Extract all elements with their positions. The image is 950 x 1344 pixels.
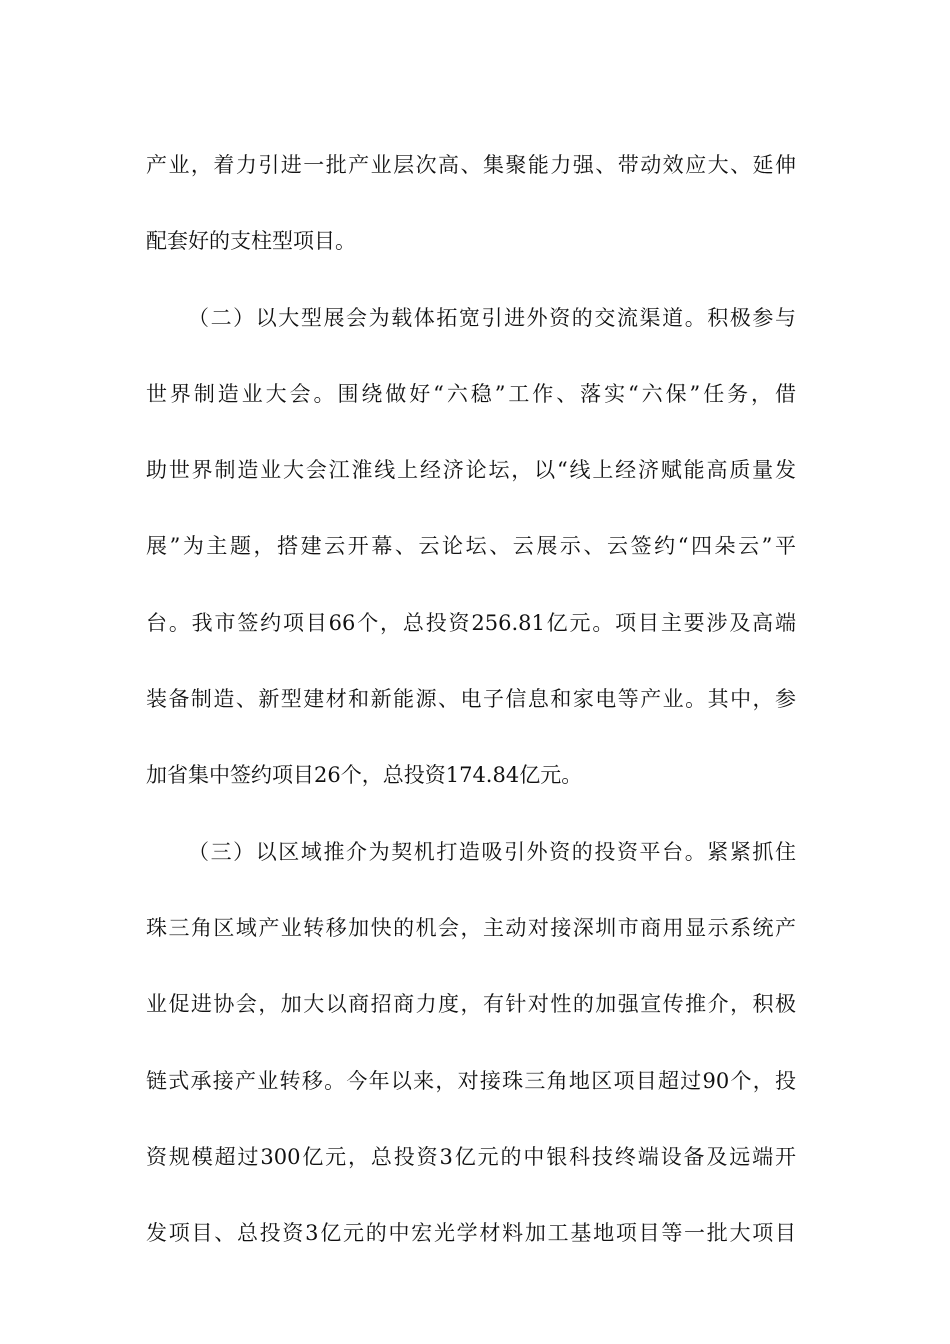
text-line: 世界制造业大会。围绕做好“六稳”工作、落实“六保”任务，借 (146, 381, 796, 406)
text-line: 加省集中签约项目26个，总投资174.84亿元。 (146, 763, 583, 788)
text-line: （二）以大型展会为载体拓宽引进外资的交流渠道。积极参与 (188, 305, 796, 330)
text-line: 展”为主题，搭建云开幕、云论坛、云展示、云签约“四朵云”平 (146, 534, 796, 559)
text-line: 配套好的支柱型项目。 (146, 229, 356, 254)
text-line: 助世界制造业大会江淮线上经济论坛，以“线上经济赋能高质量发 (146, 458, 796, 483)
text-line: 资规模超过300亿元，总投资3亿元的中银科技终端设备及远端开 (146, 1144, 796, 1169)
body-text (146, 127, 796, 1271)
text-line: 业促进协会，加大以商招商力度，有针对性的加强宣传推介，积极 (146, 992, 796, 1017)
text-line: 台。我市签约项目66个，总投资256.81亿元。项目主要涉及高端 (146, 610, 796, 635)
text-line: 发项目、总投资3亿元的中宏光学材料加工基地项目等一批大项目 (146, 1221, 796, 1246)
text-line: 链式承接产业转移。今年以来，对接珠三角地区项目超过90个，投 (146, 1068, 796, 1093)
text-line: 装备制造、新型建材和新能源、电子信息和家电等产业。其中，参 (146, 687, 796, 712)
text-line: 产业，着力引进一批产业层次高、集聚能力强、带动效应大、延伸 (146, 153, 796, 177)
text-line: 珠三角区域产业转移加快的机会，主动对接深圳市商用显示系统产 (146, 915, 796, 940)
text-line: （三）以区域推介为契机打造吸引外资的投资平台。紧紧抓住 (188, 839, 796, 864)
